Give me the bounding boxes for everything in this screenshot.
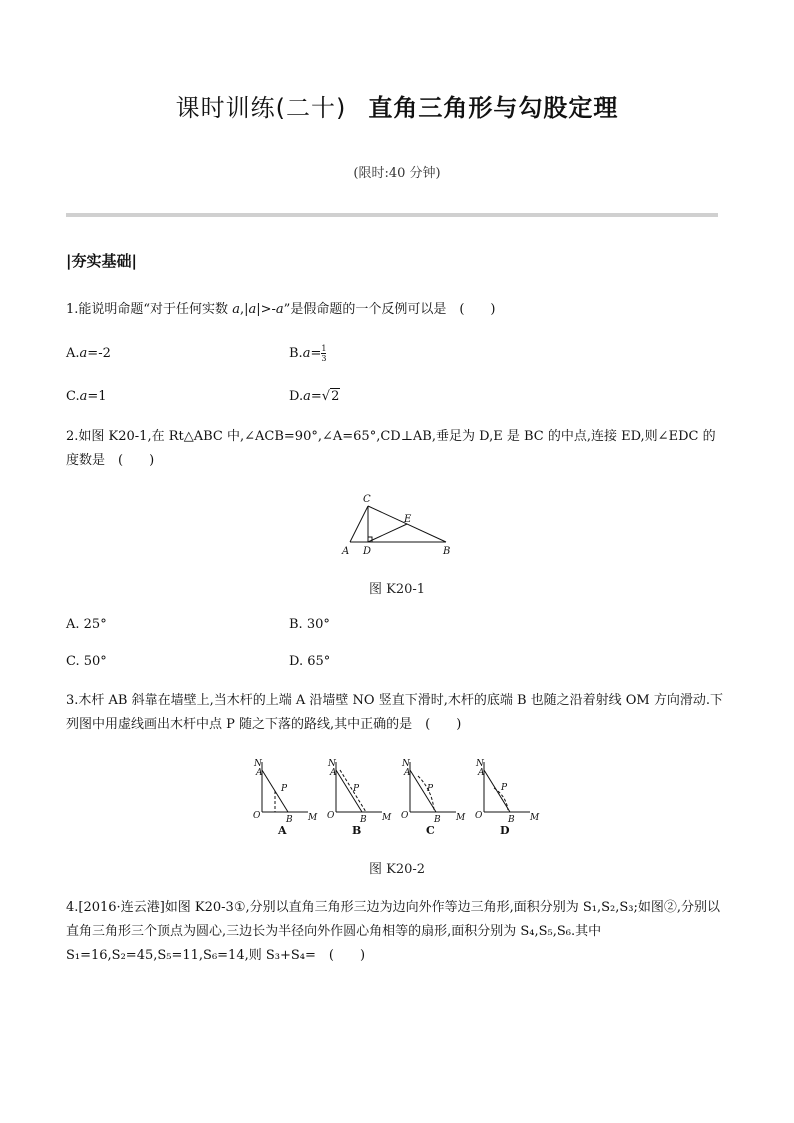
label-c: C <box>363 494 371 505</box>
label-p: P <box>427 784 434 794</box>
figure-option-a <box>253 759 318 837</box>
question-1-text-d: ”是假命题的一个反例可以是 ( ) <box>283 302 496 317</box>
caption-k20-1: 图 K20-1 <box>368 582 426 597</box>
label-e: E <box>404 514 412 525</box>
page-title <box>0 88 794 123</box>
section-heading: |夯实基础| <box>66 252 137 270</box>
question-4: 4.[2016·连云港]如图 K20-3①,分别以直角三角形三边为边向外作等边三角形,面积分别为 S₁,S₂,S₃;如图②,分别以直角三角形三个顶点为圆心,三边长为半径向外作圆心角相等的扇形,面积分别为 S₄,S₅,S₆.其中 S₁=16,S₂=45,S₅=11,S₆=14,则 S₃+S₄= ( ) <box>66 900 720 963</box>
label-p: P <box>501 783 508 793</box>
q1-option-a[interactable]: A.a=-2 <box>66 346 111 361</box>
q2-option-d[interactable]: D. 65° <box>289 654 331 669</box>
question-2 <box>66 425 726 473</box>
label-n: N <box>328 759 336 769</box>
label-m: M <box>308 813 318 823</box>
sqrt-radicand: 2 <box>331 389 340 404</box>
label-n: N <box>402 759 410 769</box>
label-p: P <box>281 784 288 794</box>
question-3-text: 木杆 AB 斜靠在墙壁上,当木杆的上端 A 沿墙壁 NO 竖直下滑时,木杆的底端 B 也随之沿着射线 OM 方向滑动.下列图中用虚线画出木杆中点 P 随之下落的路线,其中正确的是 ( ) <box>66 693 724 732</box>
question-3 <box>66 689 726 737</box>
label-b: B <box>360 815 367 825</box>
label-b: B <box>434 815 441 825</box>
label-n: N <box>476 759 484 769</box>
figure-k20-2 <box>248 756 548 840</box>
time-limit: (限时:40 分钟) <box>353 166 441 181</box>
label-o: O <box>475 811 483 821</box>
figure-option-c <box>401 759 466 837</box>
question-3-number: 3. <box>66 693 79 708</box>
caption-k20-2: 图 K20-2 <box>368 862 426 877</box>
header-divider <box>66 213 718 217</box>
label-o: O <box>401 811 409 821</box>
label-m: M <box>382 813 392 823</box>
label-a: A <box>330 768 337 778</box>
label-a: A <box>404 768 411 778</box>
q1-option-b[interactable]: B.a= $\frac{1}{3}$ <box>289 344 327 363</box>
question-1-var: a <box>232 302 240 317</box>
q2-option-c[interactable]: C. 50° <box>66 654 107 669</box>
label-b: B <box>443 546 451 557</box>
label-m: M <box>530 813 540 823</box>
q2-option-a[interactable]: A. 25° <box>66 617 107 632</box>
question-1-var: a <box>248 302 257 317</box>
question-1-var: a <box>275 302 284 317</box>
question-1-text-a: 能说明命题“对于任何实数 <box>78 302 233 317</box>
title-main: 直角三角形与勾股定理 <box>368 94 619 122</box>
label-b: B <box>286 815 293 825</box>
q1-option-d[interactable]: D.a=√2 <box>289 389 340 404</box>
figure-option-b <box>327 759 392 837</box>
q2-option-b[interactable]: B. 30° <box>289 617 330 632</box>
fraction: $\frac{1}{3}$ <box>321 344 327 363</box>
question-2-text: 如图 K20-1,在 Rt△ABC 中,∠ACB=90°,∠A=65°,CD⊥AB,垂足为 D,E 是 BC 的中点,连接 ED,则∠EDC 的度数是 ( ) <box>66 429 716 468</box>
label-a: A <box>256 768 263 778</box>
label-a: A <box>342 546 350 557</box>
figure-label-c: C <box>426 824 435 837</box>
label-o: O <box>327 811 335 821</box>
label-d: D <box>363 546 372 557</box>
question-1-text-b: ,| <box>239 302 249 317</box>
label-p: P <box>353 784 360 794</box>
label-a: A <box>478 768 485 778</box>
figure-label-b: B <box>352 824 362 837</box>
question-1-number: 1. <box>66 302 79 317</box>
label-b: B <box>508 815 515 825</box>
figure-label-a: A <box>278 824 287 837</box>
question-1 <box>66 298 726 322</box>
q1-option-c[interactable]: C.a=1 <box>66 389 107 404</box>
question-1-text-c: |>- <box>256 302 276 317</box>
label-o: O <box>253 811 261 821</box>
figure-label-d: D <box>500 824 510 837</box>
label-m: M <box>456 813 466 823</box>
figure-k20-1 <box>336 488 466 558</box>
figure-option-d <box>475 759 540 837</box>
title-prefix: 课时训练(二十) <box>175 94 347 122</box>
question-2-number: 2. <box>66 429 79 444</box>
sqrt-symbol: √ <box>321 389 331 404</box>
label-n: N <box>254 759 262 769</box>
